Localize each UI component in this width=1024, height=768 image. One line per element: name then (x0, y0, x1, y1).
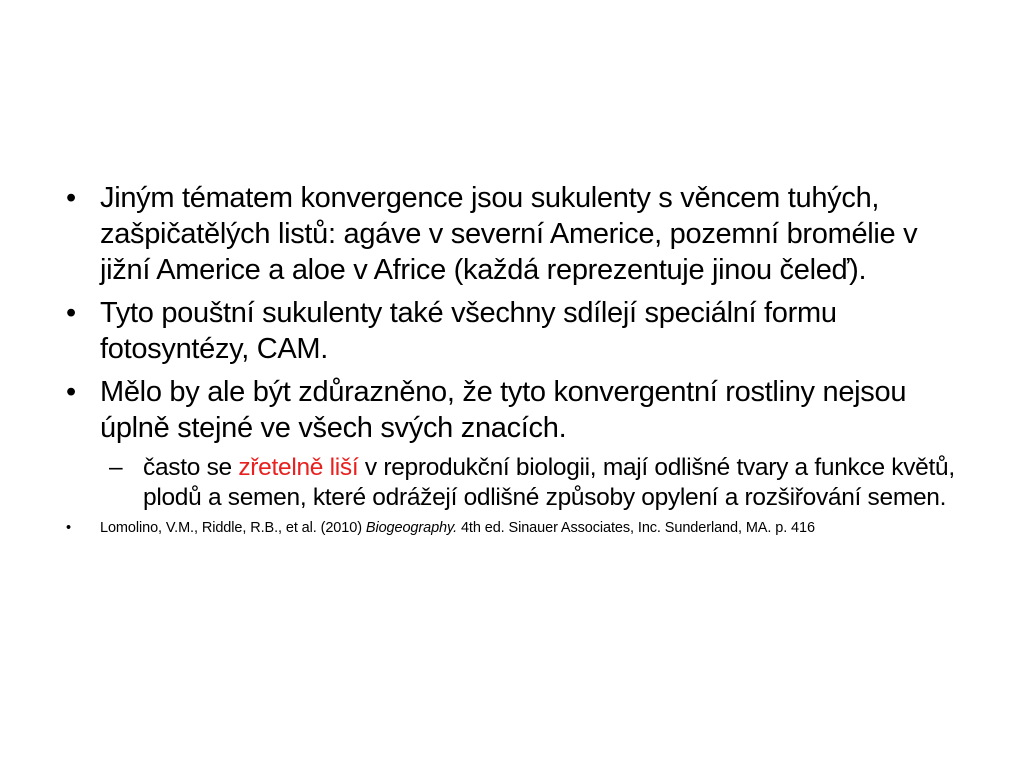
sub-bullet-text-before: často se (143, 454, 239, 481)
reference-book-title: Biogeography. (365, 520, 458, 536)
bullet-item-differences (66, 374, 966, 446)
bullet-text: Mělo by ale být zdůrazněno, že tyto konvergentní rostliny nejsou úplně stejné ve všech svých znacích. (100, 376, 907, 444)
reference-text-before: Lomolino, V.M., Riddle, R.B., et al. (2010) (100, 520, 366, 536)
highlighted-phrase: zřetelně liší (238, 454, 359, 481)
sub-bullet-item-reproduction (109, 453, 966, 513)
slide-content (66, 180, 966, 537)
bullet-marker: • (66, 520, 71, 536)
sub-bullet-text-after: v reprodukční biologii, mají odlišné tvary a funkce květů, plodů a semen, které odrážejí odlišné způsoby opylení a rozšiřování semen. (143, 454, 955, 511)
bullet-marker: • (66, 297, 76, 329)
bullet-item-cam (66, 295, 966, 367)
bullet-marker: • (66, 182, 76, 214)
bullet-item-convergence (66, 180, 966, 288)
bullet-text: Jiným tématem konvergence jsou sukulenty s věncem tuhých, zašpičatělých listů: agáve v severní Americe, pozemní bromélie v jižní Americe a aloe v Africe (každá reprezentuje jinou čeleď). (100, 182, 918, 286)
bullet-marker: • (66, 376, 76, 408)
reference-item (66, 519, 966, 537)
sub-bullet-marker: – (109, 454, 123, 481)
reference-text-after: 4th ed. Sinauer Associates, Inc. Sunderland, MA. p. 416 (457, 520, 815, 536)
bullet-text: Tyto pouštní sukulenty také všechny sdílejí speciální formu fotosyntézy, CAM. (100, 297, 837, 365)
